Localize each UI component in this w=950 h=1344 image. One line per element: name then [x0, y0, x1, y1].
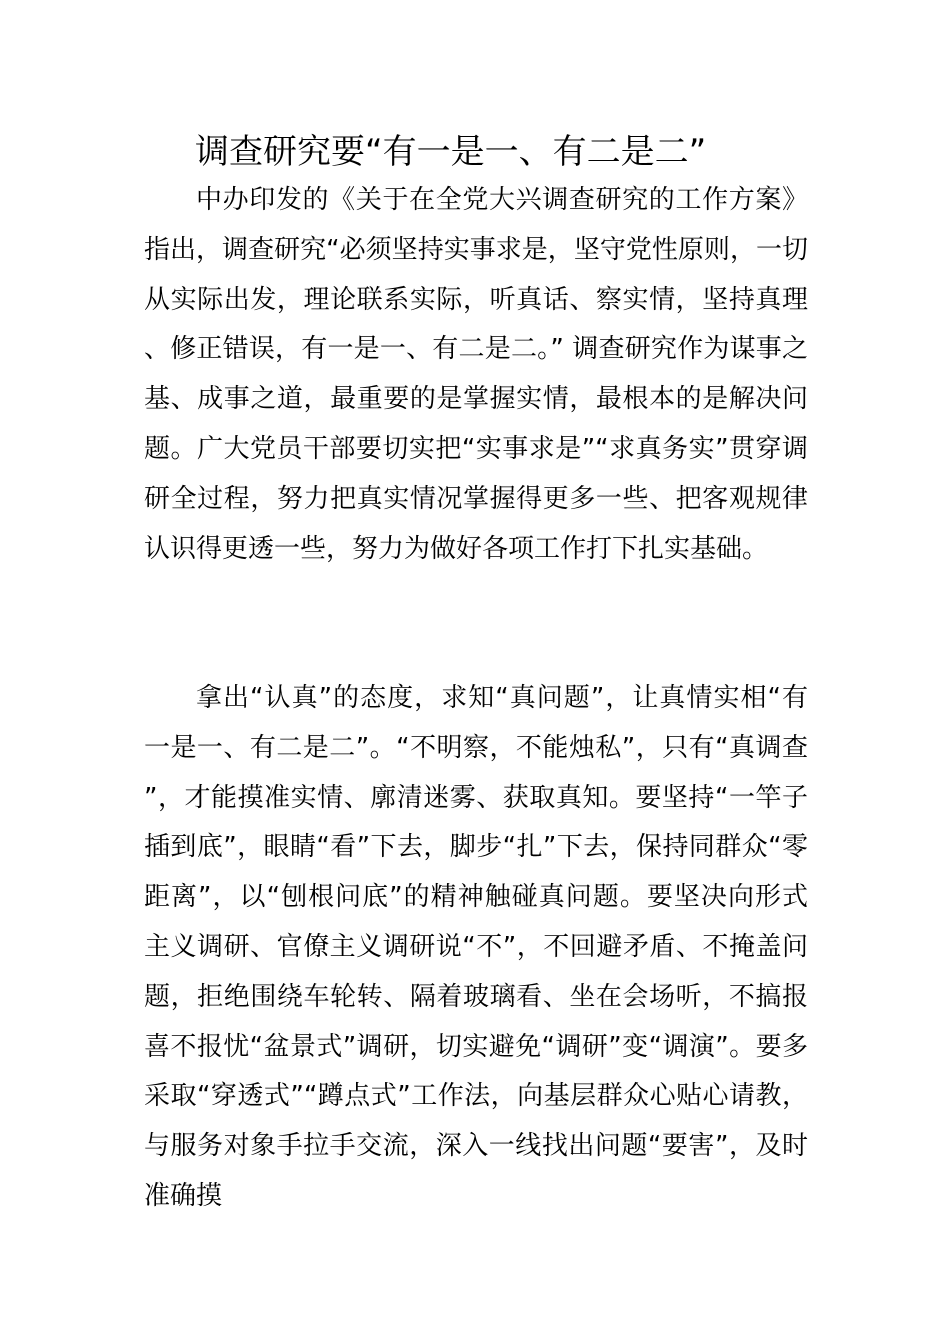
paragraph-1: 中办印发的《关于在全党大兴调查研究的工作方案》指出，调查研究“必须坚持实事求是，坚守党性原则，一切从实际出发，理论联系实际，听真话、察实情，坚持真理、修正错误，有一是一、有二是二。” 调查研究作为谋事之基、成事之道，最重要的是掌握实情，最根本的是解决问题。广大党员干部要切实把“实事求是”“求真务实”贯穿调研全过程，努力把真实情况掌握得更多一些、把客观规律认识得更透一些，努力为做好各项工作打下扎实基础。: [144, 185, 808, 564]
document-title: 调查研究要“有一是一、有二是二”: [195, 132, 707, 172]
paragraph-2: 拿出“认真”的态度，求知“真问题”，让真情实相“有一是一、有二是二”。“不明察，不能烛私”，只有“真调查”，才能摸准实情、廓清迷雾、获取真知。要坚持“一竿子插到底”，眼睛“看”下去，脚步“扎”下去，保持同群众“零距离”，以“刨根问底”的精神触碰真问题。要坚决向形式主义调研、官僚主义调研说“不”，不回避矛盾、不掩盖问题，拒绝围绕车轮转、隔着玻璃看、坐在会场听，不搞报喜不报忧“盆景式”调研，切实避免“调研”变“调演”。要多采取“穿透式”“蹲点式”工作法，向基层群众心贴心请教，与服务对象手拉手交流，深入一线找出问题“要害”，及时准确摸: [144, 683, 808, 1211]
